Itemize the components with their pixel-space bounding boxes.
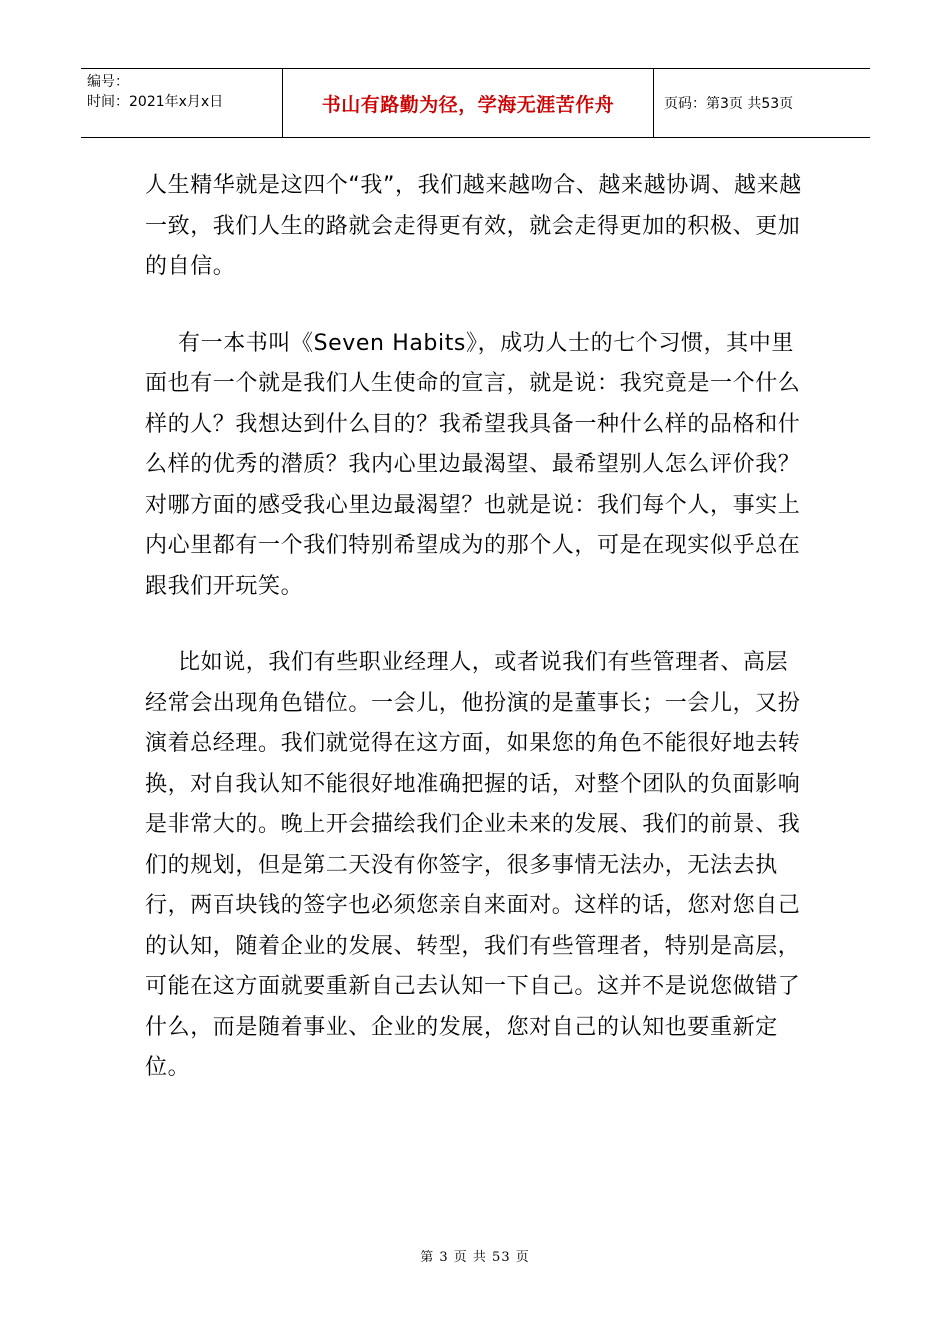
document-number-label: 编号： [87,74,129,90]
header-page-info: 页码：第3页 共53页 [664,96,794,112]
document-body [145,166,805,1089]
paragraph: 比如说，我们有些职业经理人，或者说我们有些管理者、高层经常会出现角色错位。一会儿，他扮演的是董事长；一会儿，又扮演着总经理。我们就觉得在这方面，如果您的角色不能很好地去转换，对自我认知不能很好地准确把握的话，对整个团队的负面影响是非常大的。晚上开会描绘我们企业未来的发展、我们的前景、我们的规划，但是第二天没有你签字，很多事情无法办，无法去执行，两百块钱的签字也必须您亲自来面对。这样的话，您对您自己的认知，随着企业的发展、转型，我们有些管理者，特别是高层，可能在这方面就要重新自己去认知一下自己。这并不是说您做错了什么，而是随着事业、企业的发展，您对自己的认知也要重新定位。 [145,650,801,1080]
header-motto: 书山有路勤为径，学海无涯苦作舟 [283,69,654,137]
document-date: 时间：2021年x月x日 [87,94,224,110]
page-footer: 第 3 页 共 53 页 [420,1250,530,1265]
header-meta [81,69,283,137]
paragraph: 有一本书叫《Seven Habits》，成功人士的七个习惯，其中里面也有一个就是我们人生使命的宣言，就是说：我究竟是一个什么样的人？我想达到什么目的？我希望我具备一种什么样的品格和什么样的优秀的潜质？我内心里边最渴望、最希望别人怎么评价我？对哪方面的感受我心里边最渴望？也就是说：我们每个人，事实上内心里都有一个我们特别希望成为的那个人，可是在现实似乎总在跟我们开玩笑。 [145,330,801,599]
paragraph: 人生精华就是这四个“我”，我们越来越吻合、越来越协调、越来越一致，我们人生的路就会走得更有效，就会走得更加的积极、更加的自信。 [145,173,802,279]
document-header [81,68,870,138]
